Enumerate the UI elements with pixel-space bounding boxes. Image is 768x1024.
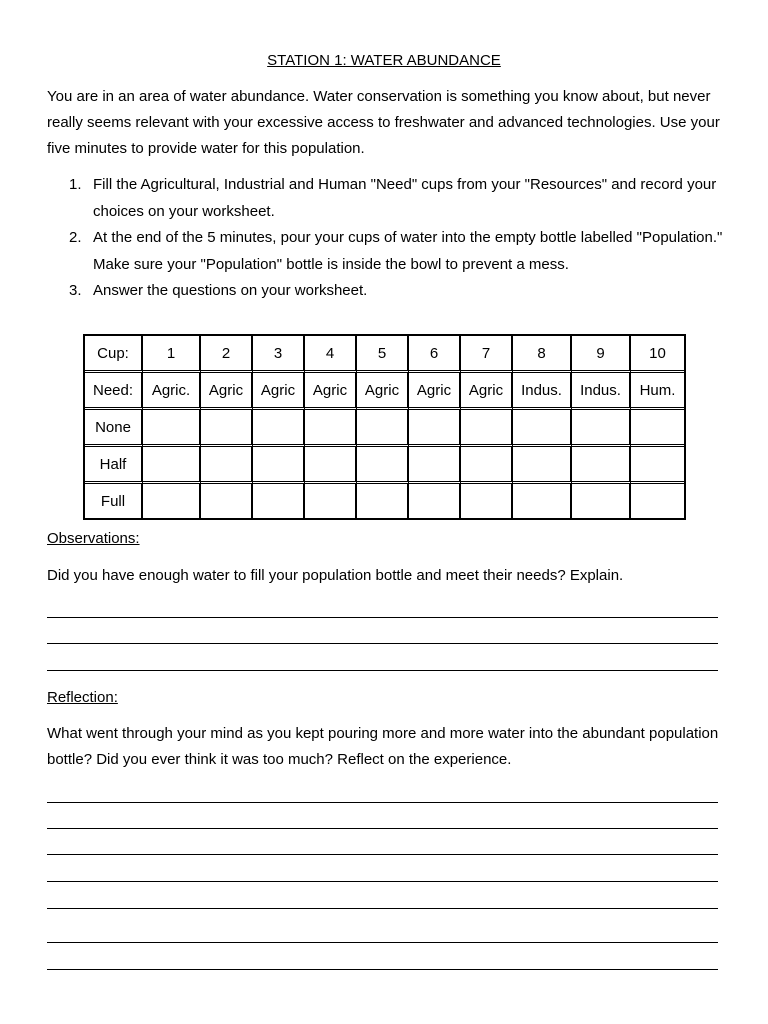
cup-number: 4: [305, 336, 357, 373]
need-row: [85, 373, 684, 410]
answer-cell[interactable]: [357, 447, 409, 484]
answer-cell[interactable]: [305, 447, 357, 484]
answer-cell[interactable]: [631, 484, 684, 518]
cup-number: 3: [253, 336, 305, 373]
cup-label: Cup:: [85, 336, 143, 373]
answer-cell[interactable]: [409, 410, 461, 447]
instruction-step: [47, 278, 727, 305]
need-cell: Agric: [253, 373, 305, 410]
cup-number: 10: [631, 336, 684, 373]
step-text: Answer the questions on your worksheet.: [93, 282, 368, 299]
need-cell: Indus.: [572, 373, 631, 410]
answer-line[interactable]: [47, 802, 718, 803]
answer-line[interactable]: [47, 908, 718, 909]
reflection-heading: Reflection:: [47, 689, 118, 706]
answer-cell[interactable]: [409, 484, 461, 518]
answer-cell[interactable]: [513, 484, 572, 518]
answer-cell[interactable]: [253, 410, 305, 447]
intro-paragraph: You are in an area of water abundance. Water conservation is something you know about, but never really seems relevant with your excessive access to freshwater and advanced technologies. Use your five minutes to provide water for this population.: [47, 88, 720, 157]
cup-number: 6: [409, 336, 461, 373]
cup-number: 7: [461, 336, 513, 373]
need-cell: Agric: [357, 373, 409, 410]
page-title: STATION 1: WATER ABUNDANCE: [267, 52, 501, 69]
answer-cell[interactable]: [461, 447, 513, 484]
answer-cell[interactable]: [201, 410, 253, 447]
answer-cell[interactable]: [513, 410, 572, 447]
answer-cell[interactable]: [572, 447, 631, 484]
observations-question: Did you have enough water to fill your population bottle and meet their needs? Explain.: [47, 567, 624, 584]
answer-cell[interactable]: [572, 410, 631, 447]
need-cell: Agric: [201, 373, 253, 410]
answer-line[interactable]: [47, 617, 718, 618]
observations-heading: Observations:: [47, 530, 140, 547]
level-label: Half: [85, 447, 143, 484]
need-cell: Indus.: [513, 373, 572, 410]
level-row-full: [85, 484, 684, 518]
need-cell: Agric: [409, 373, 461, 410]
need-cell: Agric.: [143, 373, 201, 410]
answer-cell[interactable]: [513, 447, 572, 484]
answer-cell[interactable]: [143, 447, 201, 484]
answer-cell[interactable]: [461, 484, 513, 518]
answer-cell[interactable]: [305, 410, 357, 447]
step-text: Fill the Agricultural, Industrial and Human "Need" cups from your "Resources" and record your choices on your worksheet.: [93, 176, 717, 220]
cup-row: [85, 336, 684, 373]
answer-cell[interactable]: [409, 447, 461, 484]
answer-line[interactable]: [47, 969, 718, 970]
answer-line[interactable]: [47, 670, 718, 671]
answer-line[interactable]: [47, 881, 718, 882]
answer-line[interactable]: [47, 942, 718, 943]
step-text: At the end of the 5 minutes, pour your cups of water into the empty bottle labelled "Population." Make sure your "Population" bottle is inside the bowl to prevent a mess.: [93, 229, 723, 273]
level-label: Full: [85, 484, 143, 518]
need-cell: Hum.: [631, 373, 684, 410]
answer-line[interactable]: [47, 828, 718, 829]
answer-line[interactable]: [47, 643, 718, 644]
answer-line[interactable]: [47, 854, 718, 855]
step-number: 1.: [69, 176, 82, 193]
answer-cell[interactable]: [201, 484, 253, 518]
level-label: None: [85, 410, 143, 447]
answer-cell[interactable]: [631, 447, 684, 484]
answer-cell[interactable]: [143, 410, 201, 447]
step-number: 2.: [69, 229, 82, 246]
answer-cell[interactable]: [461, 410, 513, 447]
instruction-step: [47, 225, 727, 278]
answer-cell[interactable]: [357, 484, 409, 518]
cup-number: 5: [357, 336, 409, 373]
need-cell: Agric: [305, 373, 357, 410]
answer-cell[interactable]: [143, 484, 201, 518]
level-row-none: [85, 410, 684, 447]
cup-number: 1: [143, 336, 201, 373]
answer-cell[interactable]: [572, 484, 631, 518]
cup-record-table: [83, 334, 686, 520]
step-number: 3.: [69, 282, 82, 299]
reflection-question: What went through your mind as you kept pouring more and more water into the abundant population bottle? Did you ever think it was too much? Reflect on the experience.: [47, 725, 719, 768]
instruction-list: [47, 172, 727, 305]
need-cell: Agric: [461, 373, 513, 410]
cup-number: 8: [513, 336, 572, 373]
answer-cell[interactable]: [305, 484, 357, 518]
cup-number: 2: [201, 336, 253, 373]
answer-cell[interactable]: [253, 484, 305, 518]
need-label: Need:: [85, 373, 143, 410]
answer-cell[interactable]: [253, 447, 305, 484]
cup-number: 9: [572, 336, 631, 373]
instruction-step: [47, 172, 727, 225]
level-row-half: [85, 447, 684, 484]
answer-cell[interactable]: [631, 410, 684, 447]
answer-cell[interactable]: [201, 447, 253, 484]
answer-cell[interactable]: [357, 410, 409, 447]
